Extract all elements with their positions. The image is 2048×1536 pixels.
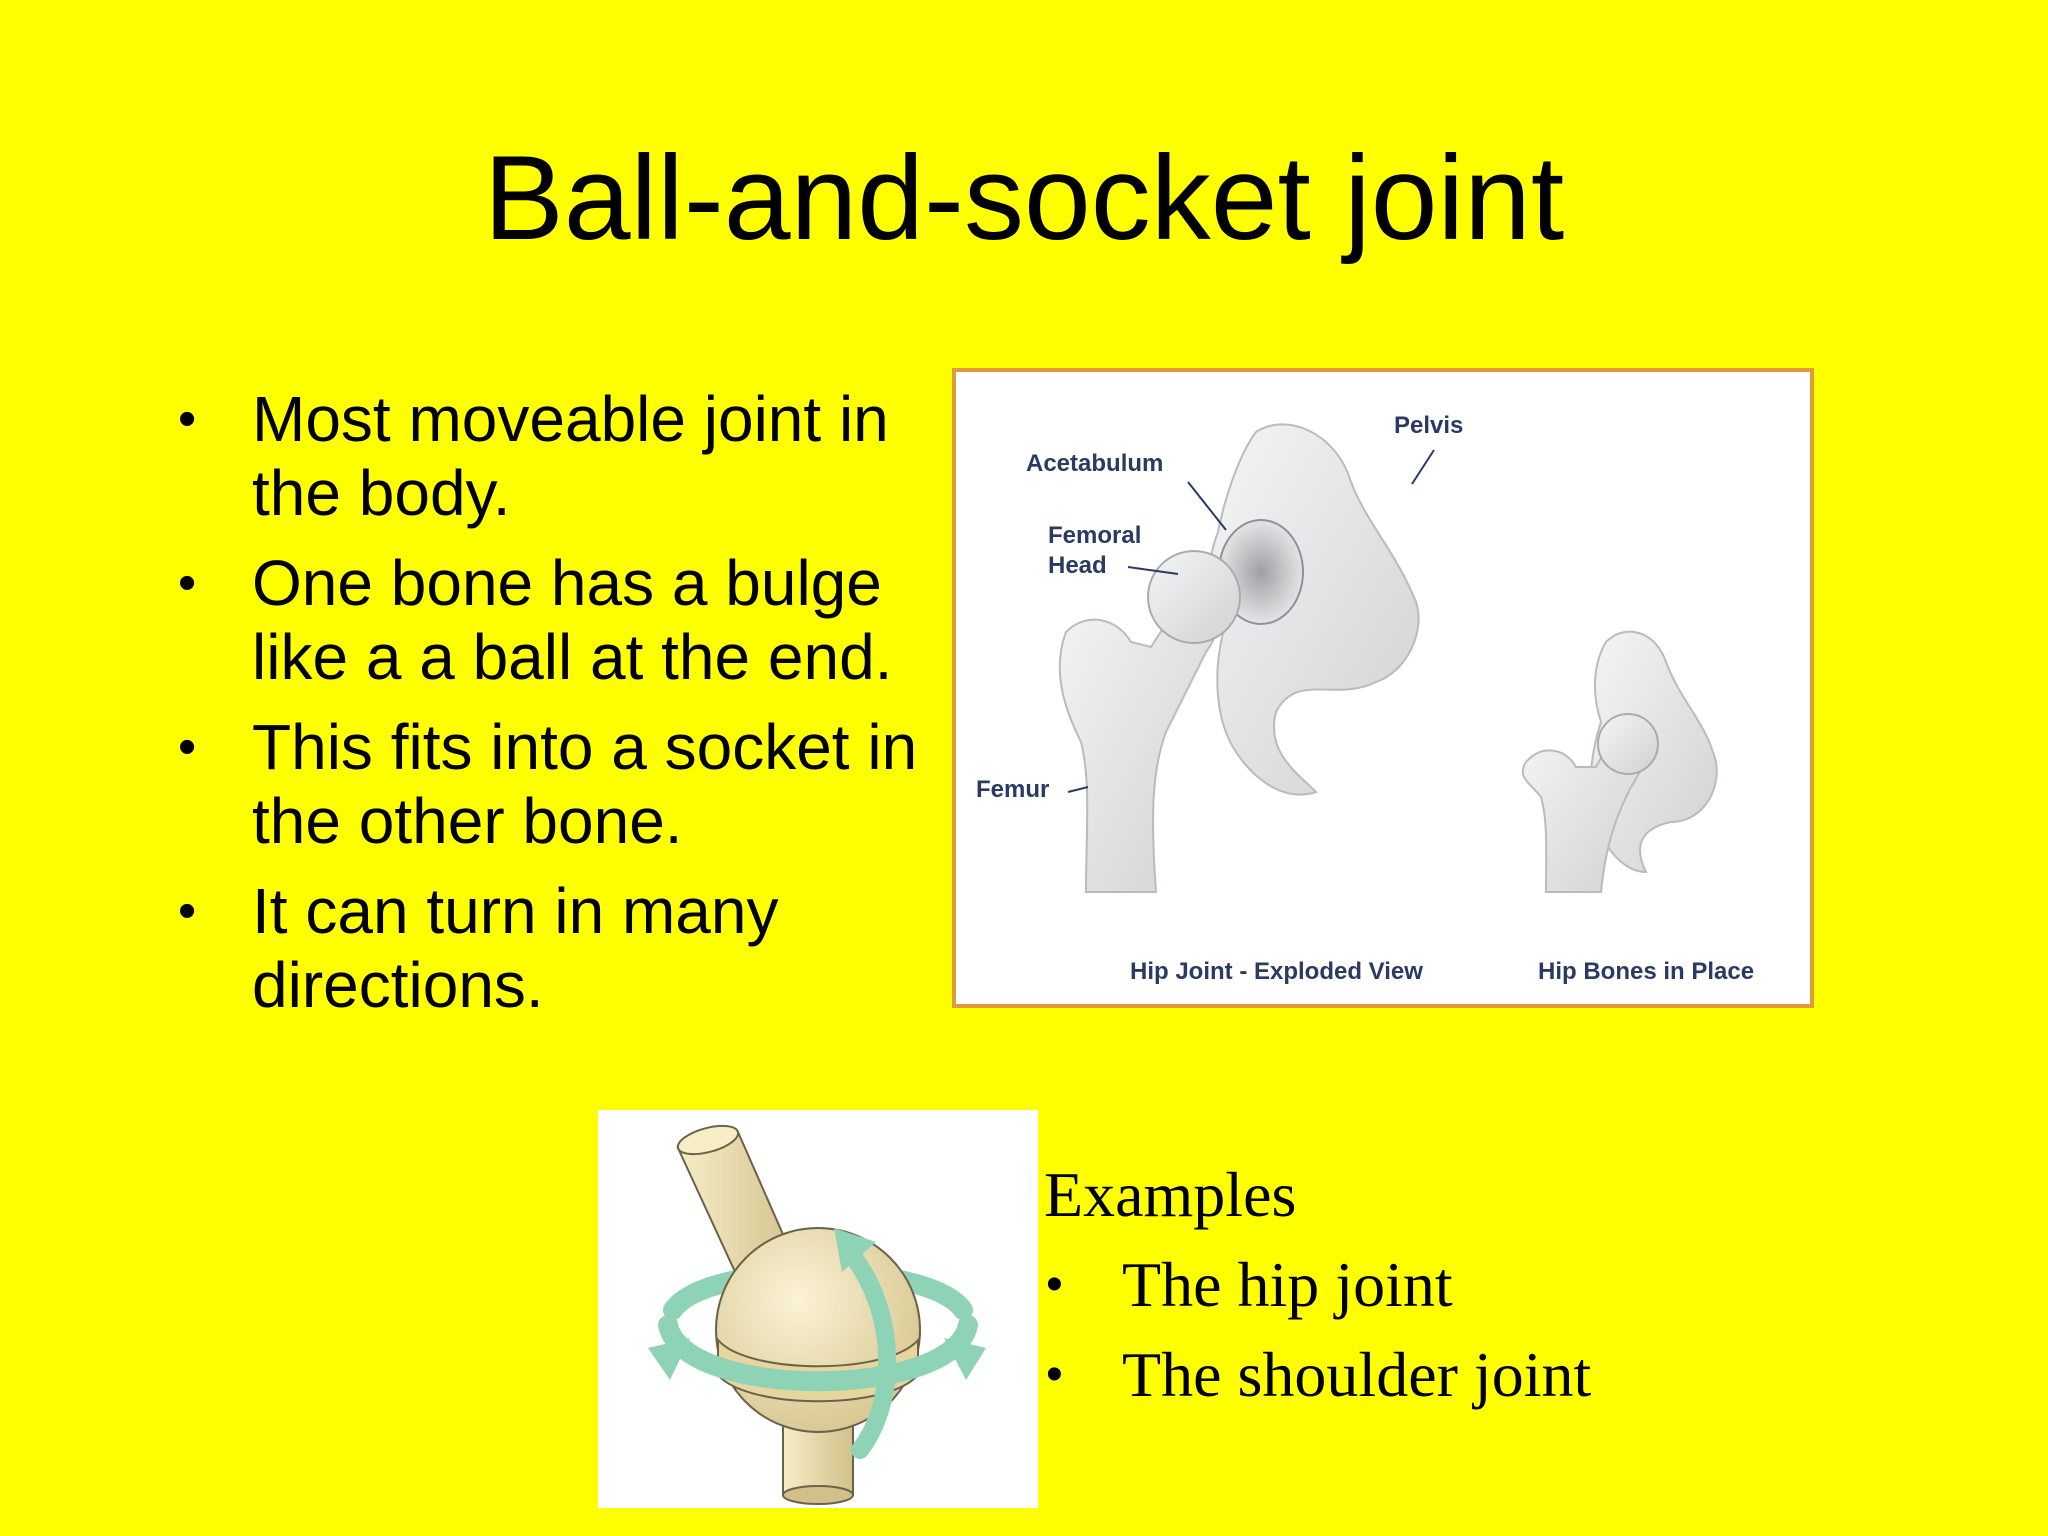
examples-list (1044, 1240, 1591, 1420)
ball-socket-drawing (598, 1110, 1038, 1508)
hip-joint-illustration (952, 368, 1814, 1008)
femur-leader (1068, 787, 1088, 792)
bullet-item (170, 382, 960, 530)
example-item (1044, 1240, 1591, 1330)
bullet-dot: • (178, 554, 197, 612)
bullet-dot: • (178, 390, 197, 448)
example-item (1044, 1330, 1591, 1420)
example-text: The hip joint (1122, 1249, 1453, 1320)
bullet-text-line: the body. (252, 457, 511, 529)
pelvis-leader (1412, 450, 1434, 484)
example-bullet-dot: • (1046, 1348, 1063, 1401)
exploded-view-caption: Hip Joint - Exploded View (1130, 958, 1423, 985)
bullet-dot: • (178, 718, 197, 776)
in-place-caption: Hip Bones in Place (1538, 958, 1755, 985)
bullet-item (170, 710, 960, 858)
femoral-head (1148, 551, 1240, 643)
femur-label: Femur (976, 776, 1050, 803)
femoral-head-label-line2: Head (1048, 552, 1107, 579)
acetabulum-leader (1188, 482, 1226, 530)
slide-title: Ball-and-socket joint (483, 131, 1565, 265)
examples-heading: Examples (1044, 1159, 1297, 1230)
femoral-head-in-place (1598, 714, 1658, 774)
femoral-head-label-line1: Femoral (1048, 522, 1142, 549)
bullet-item (170, 546, 960, 694)
bullet-text-line: directions. (252, 949, 544, 1021)
examples-block (1044, 1150, 1591, 1420)
bullet-text-line: the other bone. (252, 785, 683, 857)
bullet-text-line: This fits into a socket in (252, 711, 918, 783)
bullet-text-line: It can turn in many (252, 875, 779, 947)
bullet-text-line: like a a ball at the end. (252, 621, 893, 693)
acetabulum-label: Acetabulum (1026, 450, 1164, 477)
pelvis-label: Pelvis (1394, 412, 1464, 439)
bullet-dot: • (178, 882, 197, 940)
bullet-text-line: One bone has a bulge (252, 547, 882, 619)
ball-socket-illustration (598, 1110, 1038, 1508)
example-bullet-dot: • (1046, 1258, 1063, 1311)
bullet-text-line: Most moveable joint in (252, 383, 889, 455)
bullet-list (170, 382, 960, 1038)
example-text: The shoulder joint (1122, 1339, 1592, 1410)
bullet-item (170, 874, 960, 1022)
